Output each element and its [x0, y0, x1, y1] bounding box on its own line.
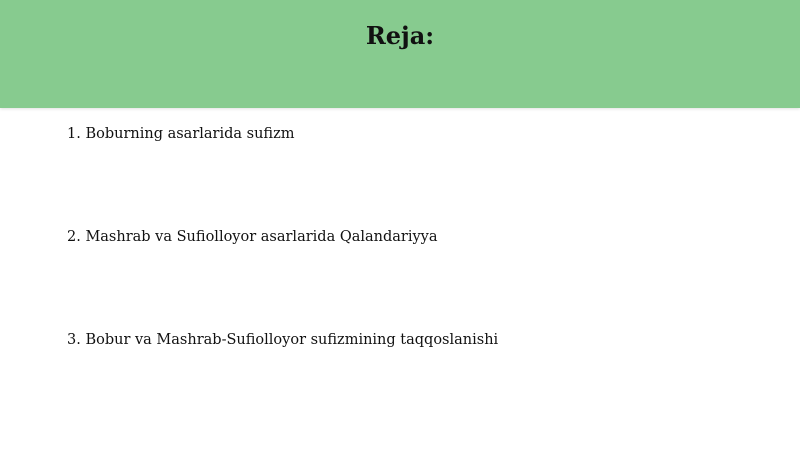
slide-title: Reja: — [365, 21, 435, 50]
list-item: 1. Boburning asarlarida sufizm — [67, 126, 295, 142]
list-item: 3. Bobur va Mashrab-Sufiolloyor sufizmining taqqoslanishi — [67, 332, 499, 348]
header-banner — [0, 0, 800, 108]
list-item: 2. Mashrab va Sufiolloyor asarlarida Qalandariyya — [67, 229, 438, 245]
